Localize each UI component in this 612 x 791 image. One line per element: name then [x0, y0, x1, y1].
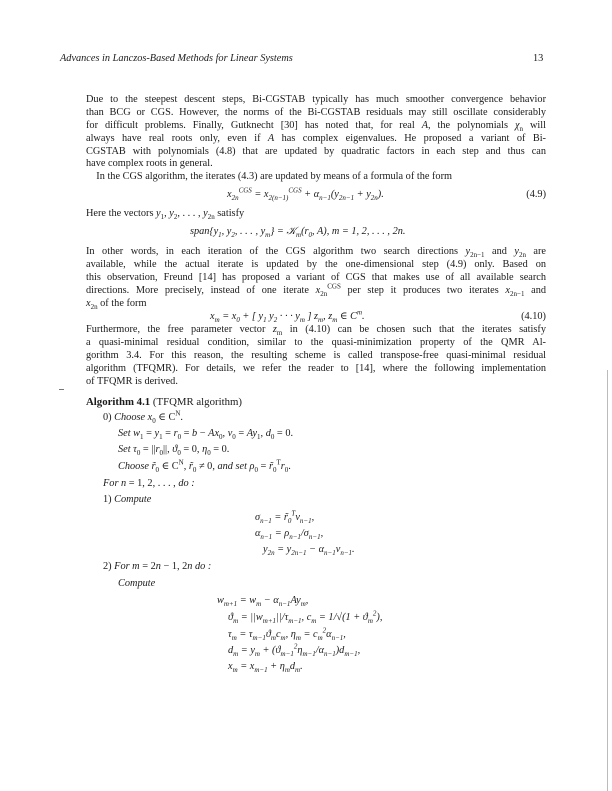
text-line: gorithm 3.4. For this reason, the resulting scheme is called transpose-free quasi-minimal residual: [86, 350, 546, 361]
text-line: algorithm (TFQMR). For details, we refer the reader to [14], where the following implementation: [86, 363, 546, 374]
compute-equation: $ϑ_m = ||w_{m+1}||/\tau_{m-1}$, $c_m = 1/√(1 + ϑ_m^2)$,: [228, 609, 383, 626]
text-line: always have real roots only, even if A has complex eigenvalues. He proposed a variant of Bi-: [86, 133, 546, 144]
text-line: CGSTAB with polynomials (4.8) that are updated by quadratic factors in each step and thus can: [86, 146, 546, 157]
span-equation: $span\{y_1$, $y_2$, . . . , $y_m$} = $𝒦_m(r_0$, A), m = 1, 2, . . . , 2n.: [190, 226, 406, 240]
text-line: Furthermore, the free parameter vector $z_m$ in (4.10) can be chosen such that the iterates satisfy: [86, 324, 546, 338]
page-number: 13: [533, 53, 544, 64]
text-line: for difficult problems. Finally, Gutknecht [30] has noted that, for real A, the polynomials $\chi_n$ will: [86, 120, 546, 134]
algorithm-heading: [86, 396, 242, 408]
text-line: Here the vectors $y_1$, $y_2$, . . . , $y_{2n}$ satisfy: [86, 208, 245, 222]
text-line: Due to the steepest descent steps, Bi-CGSTAB typically has much smoother convergence behavior: [86, 94, 546, 105]
compute-equation: $\sigma_{n-1}$ = $r̃_0^Tv_{n-1}$,: [255, 509, 315, 526]
algorithm-title: Algorithm 4.1: [86, 396, 151, 408]
text-line: a quasi-minimal residual condition, similar to the quasi-minimization property of the QMR Al-: [86, 337, 546, 348]
equation-tag-4-10: (4.10): [521, 311, 546, 322]
scan-edge-line: [607, 370, 608, 791]
compute-equation: $d_m = y_m + (ϑ_{m-1}^2\eta_{m-1}/\alpha_{n-1})d_{m-1}$,: [228, 642, 361, 659]
compute-equation: $x_m = x_{m-1} + \eta_md_m$.: [228, 661, 303, 675]
equation-4-9: $x_{2n}^{CGS} = x_{2(n-1)}^{CGS} + \alpha_{n-1}(y_{2n-1} + y_{2n})$.: [227, 186, 384, 203]
text-line: In other words, in each iteration of the CGS algorithm two search directions $y_{2n-1}$ and $y_{2n}$ are: [86, 246, 546, 260]
running-header: Advances in Lanczos-Based Methods for Linear Systems: [60, 53, 293, 64]
text-line: directions. More precisely, instead of one iterate $x_{2n}^{CGS}$ per step it produces two iterates $x_{2n-1}$ and: [86, 282, 546, 299]
equation-4-10: $x_m = x_0$ + [ $y_1$ $y_2$ · · · $y_m$ ] $z_m$, $z_m$ ∈ $C^m$.: [210, 308, 365, 325]
scan-mark: [59, 389, 64, 390]
text-line: than BCG or CGS. However, the norms of the Bi-CGSTAB residuals may still oscillate considerably: [86, 107, 546, 118]
compute-equation: $y_{2n} = y_{2n-1} - \alpha_{n-1}v_{n-1}$.: [263, 544, 355, 558]
algorithm-step: Set $w_1 = y_1 = r_0 = b - Ax_0$, $v_0 = Ay_1$, $d_0 = 0$.: [118, 428, 294, 442]
compute-equation: $w_{m+1} = w_m - \alpha_{n-1}Ay_m$,: [217, 595, 309, 609]
text-line: have complex roots in general.: [86, 158, 213, 169]
algorithm-step: Set $\tau_0 = ||r_0||$, $ϑ_0 = 0$, $\eta_0 = 0$.: [118, 444, 230, 458]
algorithm-step: Choose $r̃_0$ ∈ $C^N$, $r̃_0 \ne 0$, and set $\rho_0$ = $r̃_0^Tr_0$.: [118, 458, 291, 475]
algorithm-subtitle: (TFQMR algorithm): [150, 396, 242, 408]
algorithm-step: 1) Compute: [103, 494, 152, 505]
algorithm-step: 0) Choose $x_0$ ∈ $C^N$.: [103, 409, 183, 426]
algorithm-step: Compute: [118, 578, 156, 589]
compute-equation: $\tau_m = \tau_{m-1}ϑ_mc_m$, $\eta_m = c_m^2\alpha_{n-1}$,: [228, 626, 346, 643]
text-line: of TFQMR is derived.: [86, 376, 178, 387]
text-line: this observation, Freund [14] has proposed a variant of CGS that makes use of all available search: [86, 272, 546, 283]
algorithm-step: 2) For m = 2n − 1, 2n do :: [103, 561, 212, 572]
text-line: $x_{2n}$ of the form: [86, 298, 147, 312]
algorithm-step: For n = 1, 2, . . . , do :: [103, 478, 195, 489]
text-line: available, while the actual iterate is updated by the one-dimensional step (4.9) only. Based on: [86, 259, 546, 270]
text-line: In the CGS algorithm, the iterates (4.3) are updated by means of a formula of the form: [86, 171, 453, 182]
equation-tag-4-9: (4.9): [526, 189, 546, 200]
compute-equation: $\alpha_{n-1} = \rho_{n-1}/\sigma_{n-1}$,: [255, 528, 324, 542]
